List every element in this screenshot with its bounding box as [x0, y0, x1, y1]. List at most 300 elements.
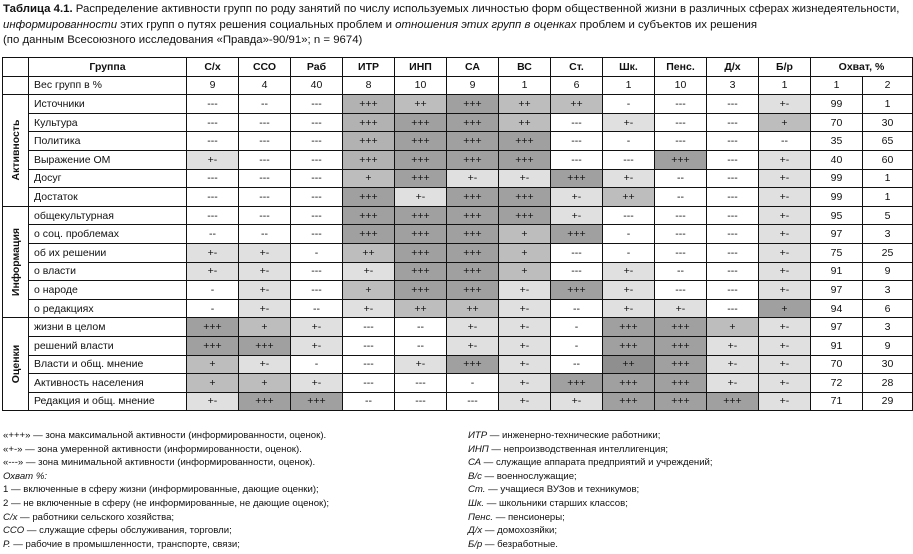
column-header: Шк.: [603, 58, 655, 77]
zone-cell: +++: [655, 374, 707, 393]
coverage-subheader: 2: [863, 76, 913, 95]
zone-cell: ---: [239, 169, 291, 188]
zone-cell: +-: [499, 299, 551, 318]
weight-cell: 10: [395, 76, 447, 95]
zone-cell: +-: [239, 355, 291, 374]
table-row: [3, 318, 913, 337]
weight-cell: 8: [343, 76, 395, 95]
zone-cell: --: [291, 299, 343, 318]
zone-cell: +-: [759, 355, 811, 374]
zone-cell: +++: [499, 206, 551, 225]
zone-cell: ---: [707, 132, 759, 151]
zone-cell: +++: [239, 336, 291, 355]
zone-cell: --: [187, 225, 239, 244]
zone-cell: +-: [499, 392, 551, 411]
zone-cell: ---: [655, 281, 707, 300]
coverage-cell: 99: [811, 188, 863, 207]
legend-text: — безработные.: [482, 538, 558, 550]
zone-cell: +++: [655, 318, 707, 337]
zone-cell: +++: [447, 262, 499, 281]
zone-cell: ---: [707, 299, 759, 318]
zone-cell: +-: [499, 318, 551, 337]
zone-cell: -: [447, 374, 499, 393]
zone-cell: ---: [239, 132, 291, 151]
zone-cell: ---: [707, 243, 759, 262]
zone-cell: +++: [395, 169, 447, 188]
zone-cell: +++: [343, 132, 395, 151]
zone-cell: +-: [447, 318, 499, 337]
coverage-cell: 91: [811, 262, 863, 281]
zone-cell: +-: [499, 169, 551, 188]
coverage-cell: 70: [811, 113, 863, 132]
zone-cell: +-: [759, 150, 811, 169]
zone-cell: +-: [343, 262, 395, 281]
zone-cell: -: [551, 336, 603, 355]
zone-cell: +-: [707, 336, 759, 355]
zone-cell: +++: [239, 392, 291, 411]
zone-cell: ++: [603, 188, 655, 207]
column-header: Пенс.: [655, 58, 707, 77]
zone-cell: ---: [291, 169, 343, 188]
zone-cell: --: [343, 392, 395, 411]
legend-abbrev: Б/р: [468, 538, 483, 550]
zone-cell: +: [187, 374, 239, 393]
zone-cell: +++: [603, 374, 655, 393]
zone-cell: +++: [551, 374, 603, 393]
zone-cell: -: [187, 299, 239, 318]
table-row: [3, 392, 913, 411]
coverage-cell: 97: [811, 281, 863, 300]
column-header: Ст.: [551, 58, 603, 77]
zone-cell: ---: [655, 113, 707, 132]
coverage-cell: 97: [811, 318, 863, 337]
zone-cell: +++: [603, 318, 655, 337]
zone-cell: +-: [707, 374, 759, 393]
zone-cell: --: [395, 318, 447, 337]
row-label: Досуг: [29, 169, 187, 188]
legend-text: 1 — включенные в сферу жизни (информированные, дающие оценки);: [3, 484, 319, 496]
row-label: Редакция и общ. мнение: [29, 392, 187, 411]
legend-text: — непроизводственная интеллигенция;: [488, 443, 669, 455]
legend-notes-left: [3, 429, 329, 551]
coverage-cell: 30: [863, 113, 913, 132]
zone-cell: +++: [655, 355, 707, 374]
table-row: [3, 113, 913, 132]
zone-cell: ---: [187, 132, 239, 151]
zone-cell: ---: [603, 150, 655, 169]
zone-cell: ---: [551, 132, 603, 151]
caption-line-3: (по данным Всесоюзного исследования «Правда»-90/91»; n = 9674): [3, 34, 363, 46]
zone-cell: +-: [187, 262, 239, 281]
column-header: СА: [447, 58, 499, 77]
zone-cell: +++: [603, 392, 655, 411]
section-label-cell: [3, 206, 29, 318]
zone-cell: +-: [447, 336, 499, 355]
weight-cell: 1: [499, 76, 551, 95]
zone-cell: +: [343, 281, 395, 300]
zone-cell: -: [603, 225, 655, 244]
zone-cell: ---: [655, 132, 707, 151]
legend-text: — учащиеся ВУЗов и техникумов;: [485, 484, 640, 496]
row-label: о власти: [29, 262, 187, 281]
zone-cell: +++: [447, 113, 499, 132]
weight-cell: 4: [239, 76, 291, 95]
coverage-cell: 70: [811, 355, 863, 374]
zone-cell: +++: [551, 169, 603, 188]
legend-note: [468, 483, 713, 497]
coverage-cell: 95: [811, 206, 863, 225]
zone-cell: --: [551, 299, 603, 318]
weight-cell: 9: [447, 76, 499, 95]
zone-cell: -: [603, 243, 655, 262]
zone-cell: ---: [395, 392, 447, 411]
table-row: [3, 188, 913, 207]
zone-cell: ---: [551, 150, 603, 169]
zone-cell: +-: [759, 225, 811, 244]
zone-cell: +-: [759, 262, 811, 281]
zone-cell: --: [239, 225, 291, 244]
zone-cell: +++: [291, 392, 343, 411]
zone-cell: ++: [499, 95, 551, 114]
legend-note: [3, 470, 329, 484]
column-header: Д/х: [707, 58, 759, 77]
zone-cell: ---: [395, 374, 447, 393]
zone-cell: ---: [707, 188, 759, 207]
zone-cell: --: [655, 169, 707, 188]
column-header: ИТР: [343, 58, 395, 77]
zone-cell: ---: [239, 188, 291, 207]
coverage-header: Охват, %: [811, 58, 913, 77]
zone-cell: ---: [343, 374, 395, 393]
legend-note: [468, 443, 713, 457]
zone-cell: +++: [343, 225, 395, 244]
table-row: [3, 281, 913, 300]
zone-cell: +-: [395, 188, 447, 207]
zone-cell: +++: [343, 95, 395, 114]
coverage-cell: 28: [863, 374, 913, 393]
zone-cell: -: [291, 355, 343, 374]
legend-note: [468, 470, 713, 484]
zone-cell: ---: [707, 281, 759, 300]
zone-cell: +-: [759, 95, 811, 114]
legend-note: [3, 524, 329, 538]
coverage-cell: 40: [811, 150, 863, 169]
legend-text: — военнослужащие;: [481, 470, 577, 482]
zone-cell: +++: [447, 206, 499, 225]
zone-cell: +-: [499, 355, 551, 374]
zone-cell: ---: [655, 206, 707, 225]
corner-cell: [3, 58, 29, 77]
zone-cell: ---: [551, 262, 603, 281]
zone-cell: +++: [395, 206, 447, 225]
coverage-subheader: 1: [811, 76, 863, 95]
legend-abbrev: Р.: [3, 538, 11, 550]
caption-line-1: [3, 2, 913, 18]
legend-text: — школьники старших классов;: [484, 497, 628, 509]
zone-cell: +-: [603, 169, 655, 188]
row-label: Активность населения: [29, 374, 187, 393]
zone-cell: ++: [603, 355, 655, 374]
zone-cell: +++: [395, 225, 447, 244]
row-label: решений власти: [29, 336, 187, 355]
zone-cell: ---: [187, 206, 239, 225]
zone-cell: ---: [343, 318, 395, 337]
zone-cell: ---: [707, 225, 759, 244]
table-row: [3, 374, 913, 393]
zone-cell: +-: [499, 336, 551, 355]
zone-cell: +-: [343, 299, 395, 318]
legend-note: [3, 456, 329, 470]
coverage-cell: 60: [863, 150, 913, 169]
zone-cell: +++: [447, 150, 499, 169]
row-label: о народе: [29, 281, 187, 300]
zone-cell: ---: [447, 392, 499, 411]
legend-text: «---» — зона минимальной активности (информированности, оценок).: [3, 457, 316, 469]
zone-cell: ---: [291, 206, 343, 225]
zone-cell: +-: [187, 150, 239, 169]
coverage-cell: 65: [863, 132, 913, 151]
legend-abbrev: Шк.: [468, 497, 485, 509]
column-header: Б/р: [759, 58, 811, 77]
table-body: [3, 58, 913, 411]
zone-cell: ---: [343, 355, 395, 374]
zone-cell: +-: [395, 355, 447, 374]
zone-cell: +-: [187, 392, 239, 411]
zone-cell: +++: [187, 318, 239, 337]
zone-cell: ---: [187, 113, 239, 132]
zone-cell: ++: [499, 113, 551, 132]
zone-cell: +-: [759, 206, 811, 225]
header-row: [3, 58, 913, 77]
row-label: жизни в целом: [29, 318, 187, 337]
legend-note: [468, 538, 713, 552]
zone-cell: --: [395, 336, 447, 355]
legend-abbrev: СА: [468, 457, 482, 469]
zone-cell: +-: [759, 188, 811, 207]
row-label: Власти и общ. мнение: [29, 355, 187, 374]
zone-cell: ---: [239, 113, 291, 132]
zone-cell: --: [759, 132, 811, 151]
table-row: [3, 355, 913, 374]
row-label: Выражение ОМ: [29, 150, 187, 169]
coverage-cell: 25: [863, 243, 913, 262]
zone-cell: +++: [707, 392, 759, 411]
zone-cell: -: [603, 95, 655, 114]
column-header: ИНП: [395, 58, 447, 77]
zone-cell: +++: [343, 206, 395, 225]
coverage-cell: 6: [863, 299, 913, 318]
legend-abbrev: ИНП: [468, 443, 489, 455]
header-group: Группа: [29, 58, 187, 77]
zone-cell: +-: [187, 243, 239, 262]
zone-cell: +-: [239, 299, 291, 318]
legend-note: [468, 456, 713, 470]
zone-cell: -: [603, 132, 655, 151]
table-row: [3, 150, 913, 169]
zone-cell: ++: [395, 299, 447, 318]
coverage-cell: 1: [863, 169, 913, 188]
zone-cell: +++: [447, 132, 499, 151]
zone-cell: +-: [603, 113, 655, 132]
legend-note: [468, 497, 713, 511]
zone-cell: +-: [291, 374, 343, 393]
row-label: Культура: [29, 113, 187, 132]
zone-cell: +++: [499, 150, 551, 169]
zone-cell: +-: [603, 281, 655, 300]
zone-cell: +++: [395, 132, 447, 151]
section-label-cell: [3, 95, 29, 207]
zone-cell: +-: [759, 281, 811, 300]
legend-abbrev: С/х: [3, 511, 18, 523]
legend-abbrev: ССО: [3, 525, 25, 537]
coverage-cell: 94: [811, 299, 863, 318]
coverage-cell: 3: [863, 225, 913, 244]
zone-cell: ---: [291, 113, 343, 132]
caption-italic-a: информированности: [3, 18, 118, 31]
zone-cell: +++: [343, 188, 395, 207]
zone-cell: +-: [239, 281, 291, 300]
legend-text: «+++» — зона максимальной активности (информированности, оценок).: [3, 430, 327, 441]
zone-cell: +: [499, 262, 551, 281]
row-label: об их решении: [29, 243, 187, 262]
row-label: общекультурная: [29, 206, 187, 225]
legend-text: — инженерно-технические работники;: [487, 430, 661, 441]
zone-cell: +-: [655, 299, 707, 318]
zone-cell: +++: [499, 132, 551, 151]
column-header: С/х: [187, 58, 239, 77]
zone-cell: +: [499, 225, 551, 244]
coverage-cell: 9: [863, 262, 913, 281]
zone-cell: +++: [447, 188, 499, 207]
table-row: [3, 243, 913, 262]
section-label: Оценки: [9, 345, 22, 384]
zone-cell: +++: [395, 150, 447, 169]
zone-cell: +++: [551, 225, 603, 244]
legend-abbrev: Охват %:: [3, 470, 48, 482]
legend-text: 2 — не включенные в сферу (не информированные, не дающие оценок);: [3, 497, 330, 509]
caption-line-2: [3, 18, 913, 34]
zone-cell: ---: [291, 150, 343, 169]
legend-note: [3, 483, 329, 497]
zone-cell: +++: [395, 243, 447, 262]
zone-cell: --: [551, 355, 603, 374]
legend-abbrev: Ст.: [468, 484, 486, 496]
section-label-cell: [3, 318, 29, 411]
zone-cell: +-: [447, 169, 499, 188]
zone-cell: +++: [187, 336, 239, 355]
coverage-cell: 35: [811, 132, 863, 151]
zone-cell: ---: [707, 95, 759, 114]
weight-cell: 10: [655, 76, 707, 95]
zone-cell: +-: [499, 374, 551, 393]
zone-cell: +: [239, 374, 291, 393]
legend-note: [468, 524, 713, 538]
zone-cell: +++: [395, 281, 447, 300]
zone-cell: +: [499, 243, 551, 262]
zone-cell: -: [551, 318, 603, 337]
zone-cell: +++: [395, 113, 447, 132]
table-row: [3, 169, 913, 188]
zone-cell: ---: [239, 150, 291, 169]
zone-cell: +-: [239, 262, 291, 281]
coverage-cell: 9: [863, 336, 913, 355]
zone-cell: +-: [551, 206, 603, 225]
zone-cell: +-: [551, 392, 603, 411]
coverage-cell: 72: [811, 374, 863, 393]
zone-cell: +: [759, 299, 811, 318]
row-label: о редакциях: [29, 299, 187, 318]
table-row: [3, 206, 913, 225]
zone-cell: +-: [603, 262, 655, 281]
zone-cell: ---: [551, 243, 603, 262]
weight-cell: 9: [187, 76, 239, 95]
zone-cell: ---: [187, 188, 239, 207]
legend-note: [3, 538, 329, 552]
zone-cell: ---: [291, 262, 343, 281]
zone-cell: ---: [707, 262, 759, 281]
legend-note: [3, 429, 329, 443]
legend-text: — рабочие в промышленности, транспорте, связи;: [10, 538, 240, 550]
legend-text: — служащие аппарата предприятий и учреждений;: [481, 457, 713, 469]
zone-cell: +++: [343, 150, 395, 169]
legend-note: [3, 443, 329, 457]
coverage-cell: 71: [811, 392, 863, 411]
weights-label: Вес групп в %: [29, 76, 187, 95]
zone-cell: +++: [655, 150, 707, 169]
coverage-cell: 3: [863, 318, 913, 337]
zone-cell: +-: [291, 318, 343, 337]
zone-cell: +-: [759, 374, 811, 393]
zone-cell: +: [239, 318, 291, 337]
activity-table: [2, 57, 913, 411]
zone-cell: -: [187, 281, 239, 300]
zone-cell: ---: [707, 169, 759, 188]
zone-cell: +-: [759, 243, 811, 262]
zone-cell: +-: [759, 336, 811, 355]
legend-notes-right: [468, 429, 713, 551]
weight-cell: 6: [551, 76, 603, 95]
legend-note: [468, 429, 713, 443]
corner-cell: [3, 76, 29, 95]
zone-cell: ---: [239, 206, 291, 225]
column-header: ВС: [499, 58, 551, 77]
zone-cell: ---: [291, 188, 343, 207]
caption-text-2b: проблем и субъектов их решения: [576, 18, 758, 31]
coverage-cell: 29: [863, 392, 913, 411]
zone-cell: +++: [447, 95, 499, 114]
legend-note: [3, 497, 329, 511]
coverage-cell: 99: [811, 169, 863, 188]
zone-cell: --: [239, 95, 291, 114]
legend-abbrev: В/с: [468, 470, 482, 482]
column-header: Раб: [291, 58, 343, 77]
coverage-cell: 91: [811, 336, 863, 355]
zone-cell: ---: [655, 243, 707, 262]
zone-cell: +: [707, 318, 759, 337]
legend-text: — пенсионеры;: [493, 511, 565, 523]
zone-cell: ++: [395, 95, 447, 114]
table-row: [3, 299, 913, 318]
zone-cell: ---: [655, 225, 707, 244]
zone-cell: +++: [551, 281, 603, 300]
coverage-cell: 5: [863, 206, 913, 225]
zone-cell: +-: [759, 392, 811, 411]
zone-cell: +++: [447, 225, 499, 244]
column-header: ССО: [239, 58, 291, 77]
coverage-cell: 99: [811, 95, 863, 114]
zone-cell: ---: [187, 95, 239, 114]
legend-note: [3, 511, 329, 525]
